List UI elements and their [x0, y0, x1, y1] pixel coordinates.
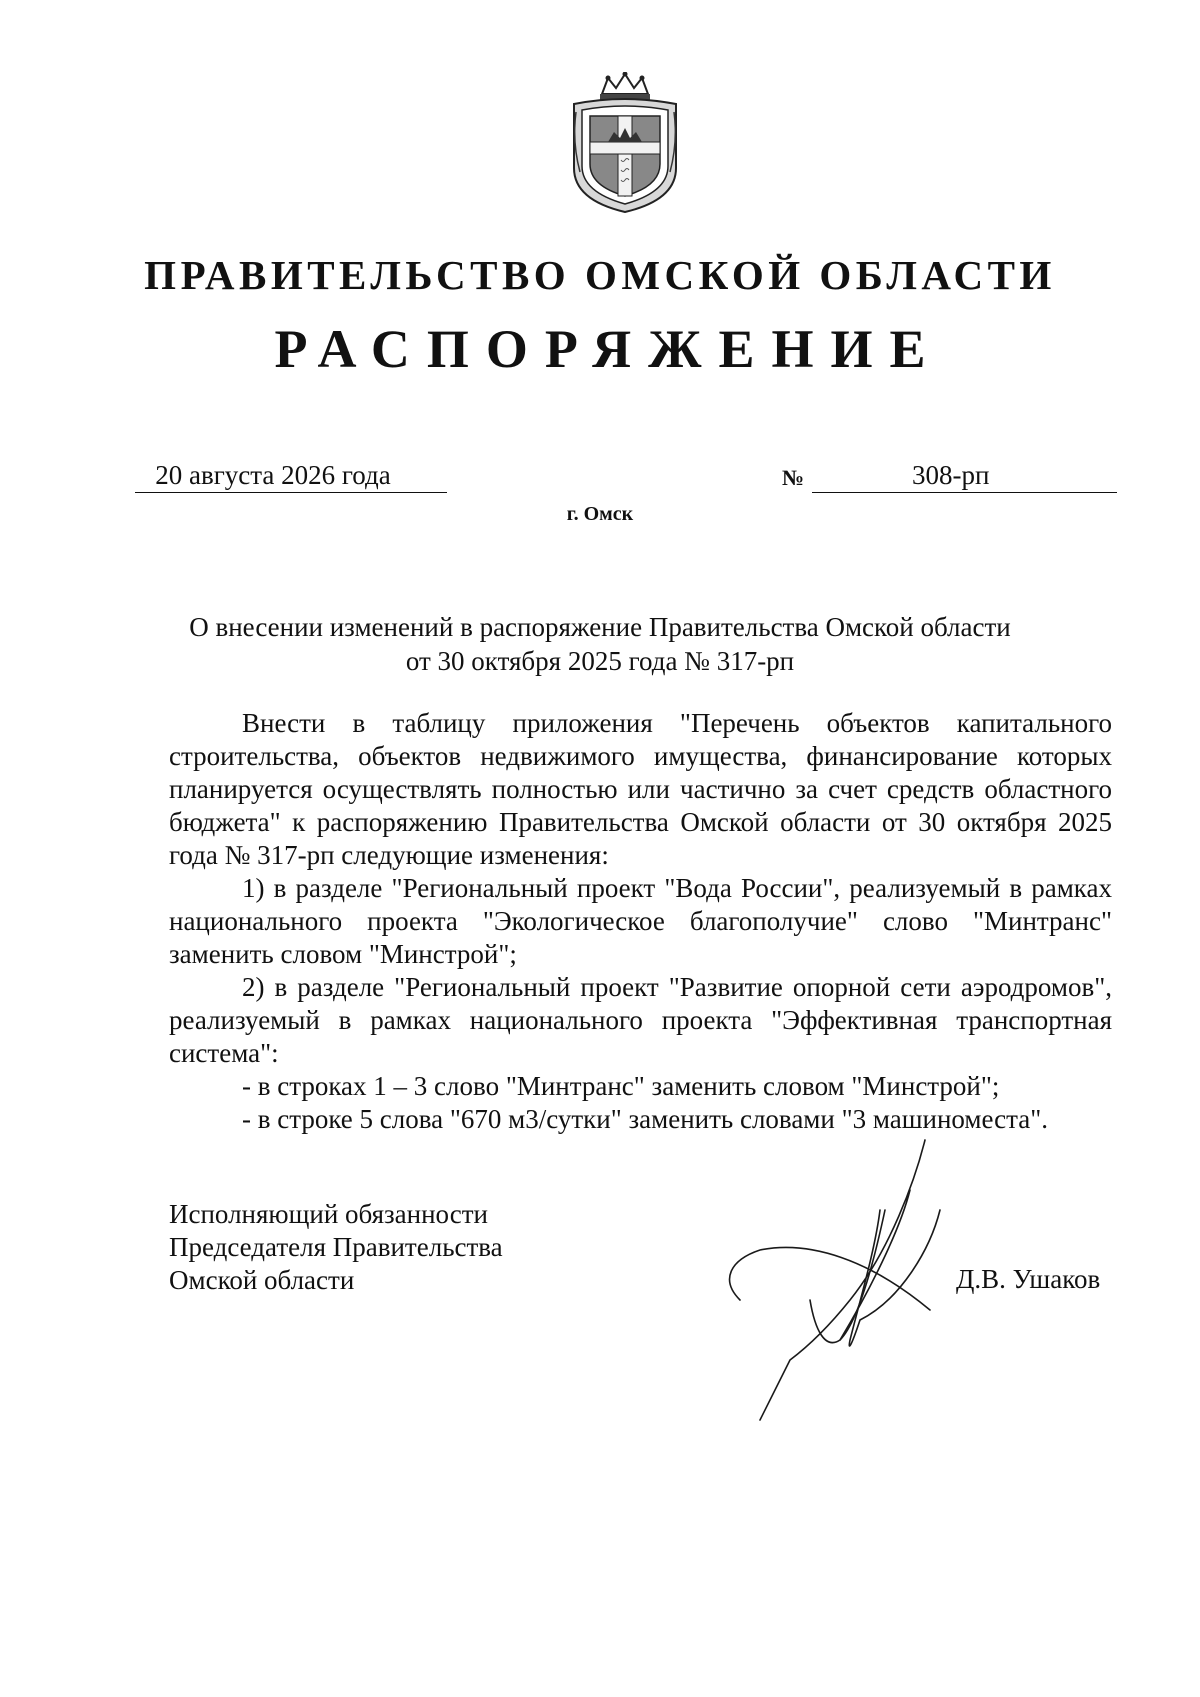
- signature-icon: [700, 1100, 1000, 1440]
- body-item-2-sub-1-text: - в строках 1 – 3 слово "Минтранс" заменить словом "Минстрой";: [242, 1071, 1000, 1101]
- coat-of-arms-icon: [568, 72, 682, 214]
- signer-name: Д.В. Ушаков: [956, 1264, 1101, 1294]
- body-paragraph-1: [169, 707, 1112, 872]
- document-type-title: РАСПОРЯЖЕНИЕ: [274, 319, 943, 379]
- body-item-1-text: 1) в разделе "Региональный проект "Вода России", реализуемый в рамках национального проекта "Экологическое благополучие" слово "Минтранс" заменить словом "Минстрой";: [169, 873, 1112, 969]
- document-number: 308-рп: [912, 460, 990, 490]
- body-paragraph-1-text: Внести в таблицу приложения "Перечень объектов капитального строительства, объектов недвижимого имущества, финансирование которых планируется осуществлять полностью или частично за счет средств областного бюджета" к распоряжению Правительства Омской области от 30 октября 2025 года № 317-рп следующие изменения:: [169, 708, 1112, 870]
- number-sign: №: [782, 465, 805, 490]
- document-subject: [150, 610, 1050, 678]
- body-item-2-sub-1: [169, 1070, 1112, 1103]
- document-date: 20 августа 2026 года: [155, 460, 391, 490]
- subject-line-1: О внесении изменений в распоряжение Правительства Омской области: [189, 612, 1011, 642]
- body-item-2-text: 2) в разделе "Региональный проект "Развитие опорной сети аэродромов", реализуемый в рамках национального проекта "Эффективная транспортная система":: [169, 972, 1112, 1068]
- organization-title: ПРАВИТЕЛЬСТВО ОМСКОЙ ОБЛАСТИ: [144, 252, 1056, 298]
- subject-line-2: от 30 октября 2025 года № 317-рп: [405, 646, 795, 676]
- body-item-1: [169, 872, 1112, 971]
- signer-position-line-3: Омской области: [169, 1265, 355, 1295]
- signer-position: [169, 1198, 503, 1297]
- body-item-2: [169, 971, 1112, 1070]
- document-date-field: [135, 458, 447, 493]
- body-item-2-sub-2-text: - в строке 5 слова "670 м3/сутки" заменить словами "3 машиноместа".: [242, 1104, 1049, 1134]
- signer-position-line-1: Исполняющий обязанности: [169, 1199, 488, 1229]
- signer-position-line-2: Председателя Правительства: [169, 1232, 503, 1262]
- document-city: г. Омск: [566, 503, 634, 525]
- document-number-field: [812, 458, 1117, 493]
